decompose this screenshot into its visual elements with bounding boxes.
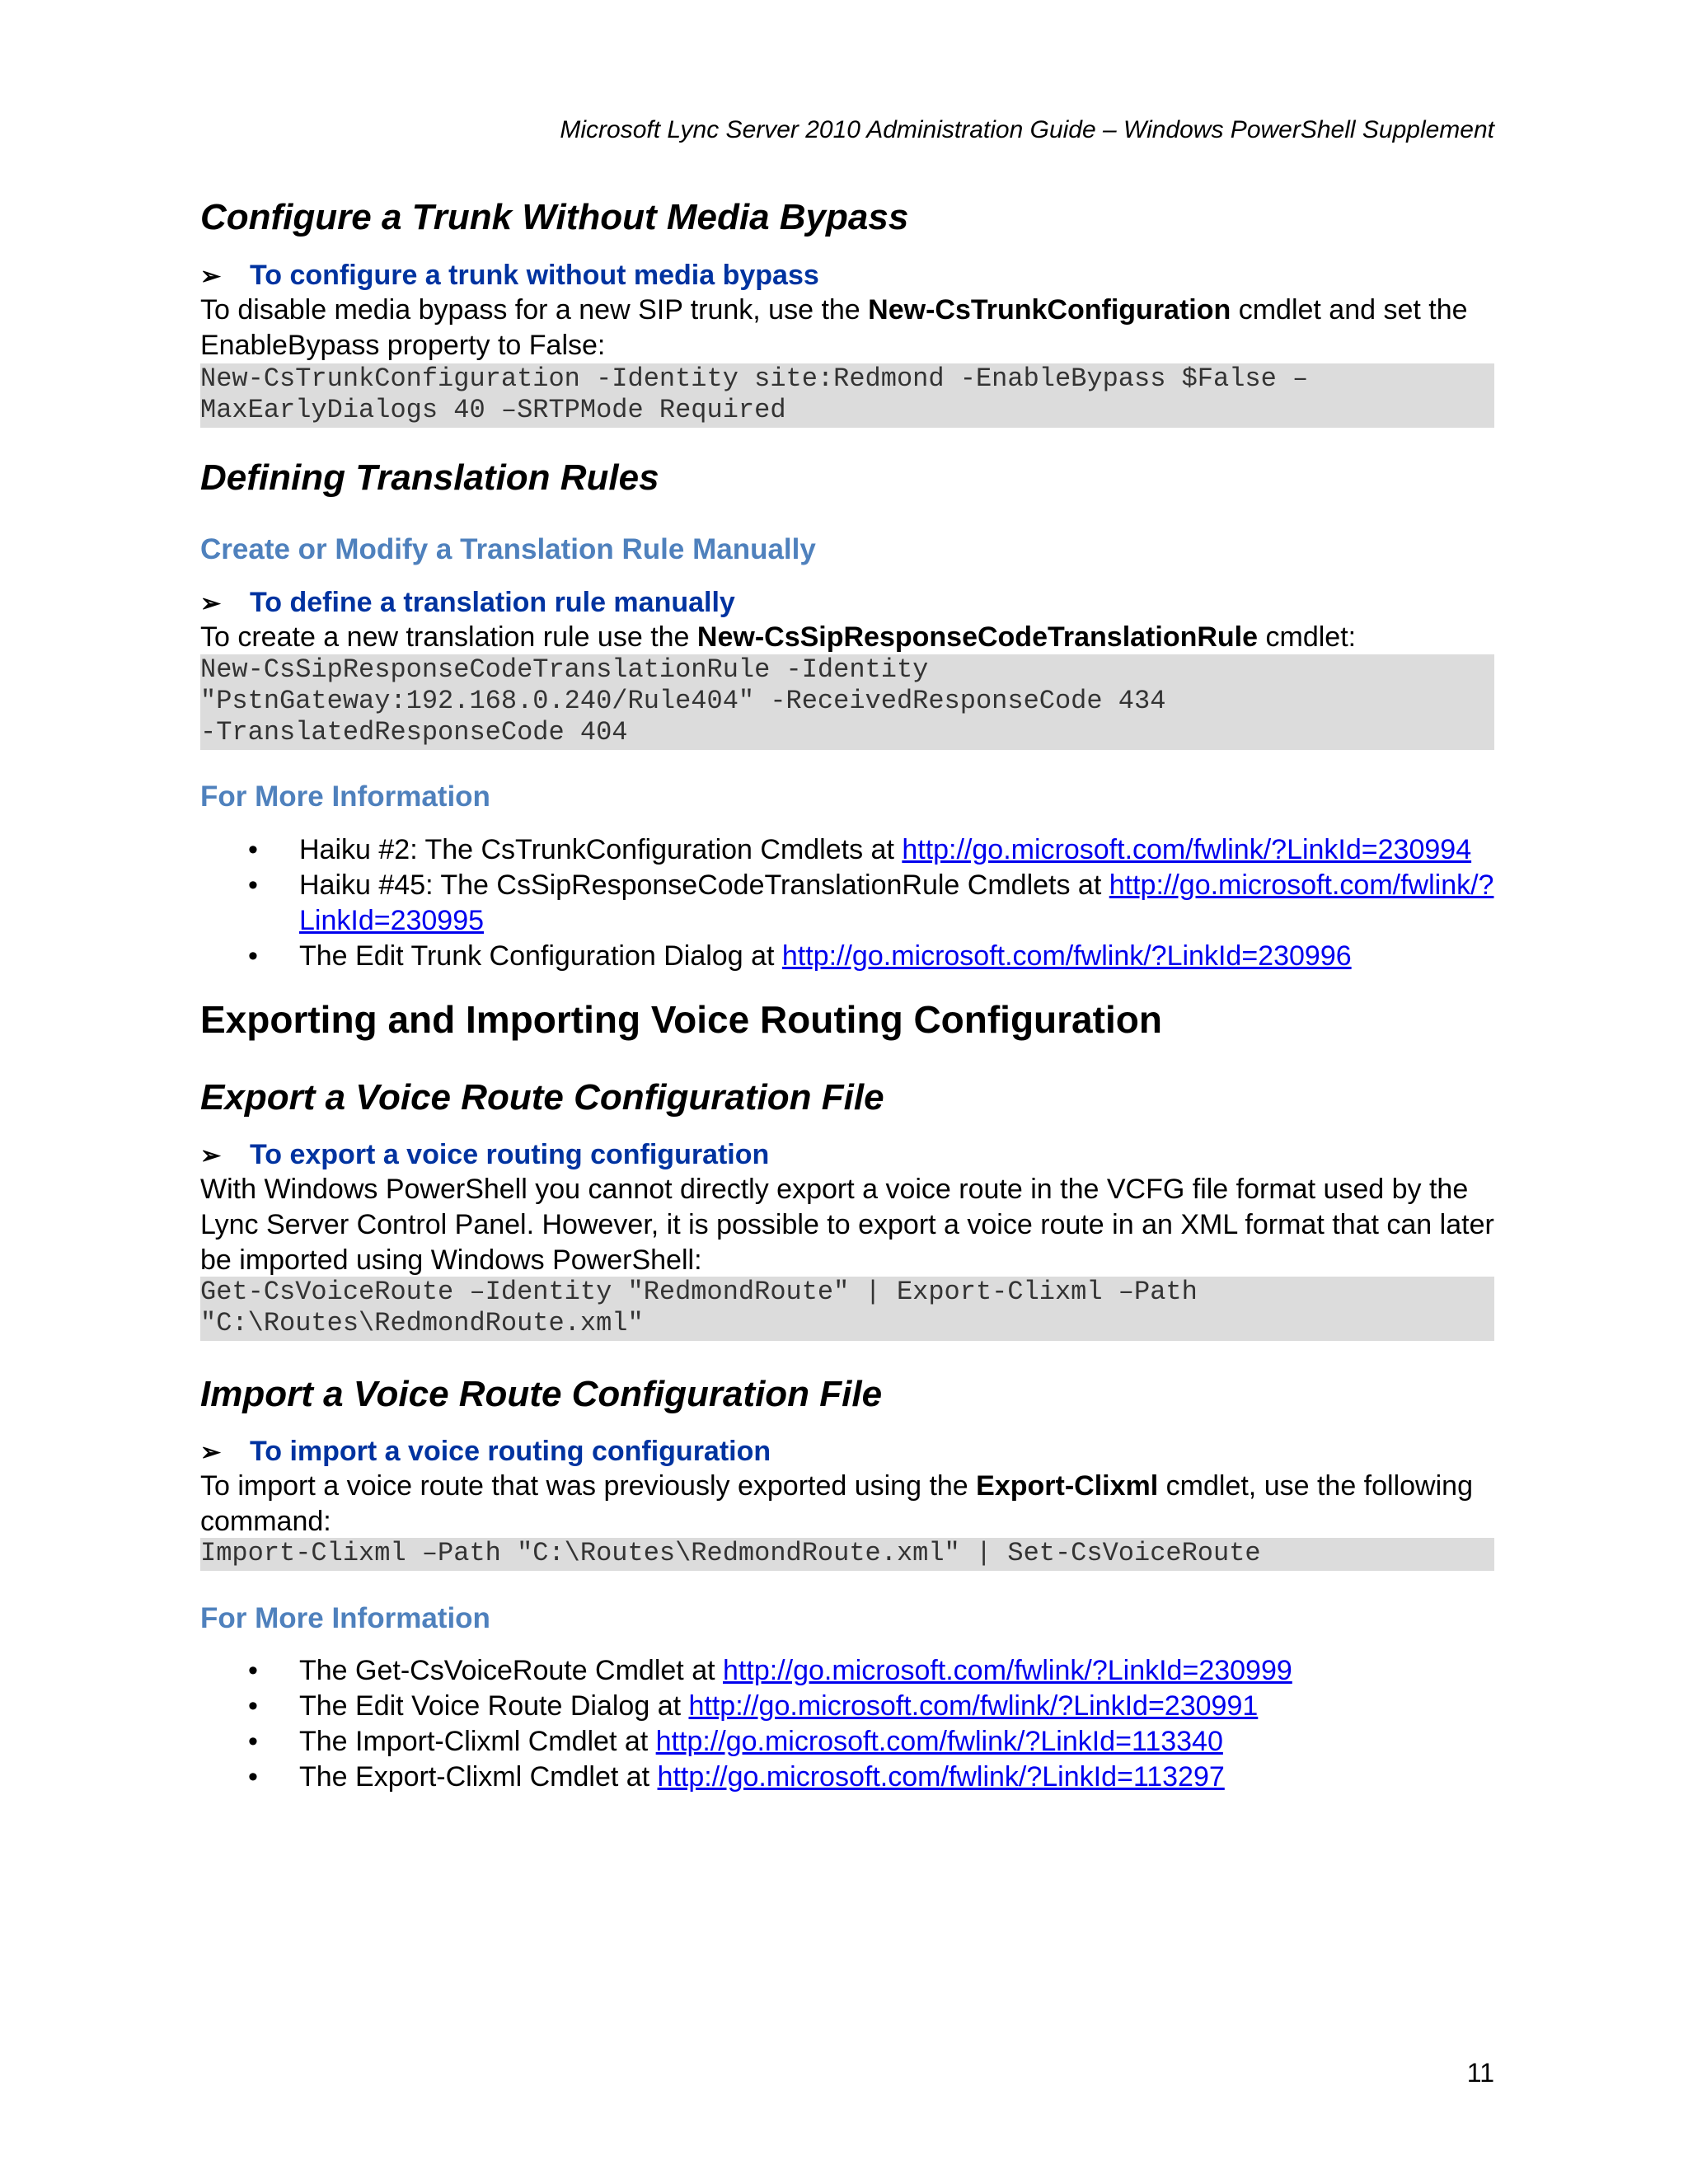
- bullet-icon: •: [248, 869, 258, 901]
- list-item: [200, 832, 1494, 868]
- link-113297[interactable]: http://go.microsoft.com/fwlink/?LinkId=113297: [657, 1761, 1225, 1793]
- code-line: Get-CsVoiceRoute –Identity "RedmondRoute" | Export-Clixml –Path: [200, 1277, 1198, 1307]
- procedure-label: To import a voice routing configuration: [250, 1436, 771, 1467]
- list-item: [200, 939, 1494, 974]
- list-item: [200, 1689, 1494, 1724]
- link-230991[interactable]: http://go.microsoft.com/fwlink/?LinkId=230991: [688, 1690, 1259, 1722]
- link-230996[interactable]: http://go.microsoft.com/fwlink/?LinkId=230996: [781, 940, 1352, 972]
- paragraph-trunk: [200, 293, 1494, 363]
- arrow-icon: ➢: [200, 263, 222, 290]
- list-item-text: The Edit Trunk Configuration Dialog at: [299, 940, 782, 972]
- subheading-more-info-2: For More Information: [200, 1602, 490, 1634]
- cmdlet-name: New-CsTrunkConfiguration: [868, 294, 1231, 326]
- bullet-icon: •: [248, 940, 258, 972]
- list-item-text: Haiku #2: The CsTrunkConfiguration Cmdlets at: [299, 834, 903, 865]
- subheading-more-info-1: For More Information: [200, 780, 490, 813]
- code-block-import: [200, 1538, 1494, 1571]
- link-230999[interactable]: http://go.microsoft.com/fwlink/?LinkId=230999: [723, 1655, 1292, 1686]
- bullet-icon: •: [248, 834, 258, 865]
- code-block-translation: [200, 654, 1494, 750]
- heading-import-file: Import a Voice Route Configuration File: [200, 1374, 883, 1414]
- list-item: [200, 868, 1494, 939]
- procedure-export: [200, 1137, 769, 1174]
- bullet-icon: •: [248, 1690, 258, 1722]
- heading-configure-trunk: Configure a Trunk Without Media Bypass: [200, 197, 909, 237]
- link-230994[interactable]: http://go.microsoft.com/fwlink/?LinkId=230994: [902, 834, 1472, 865]
- cmdlet-name: Export-Clixml: [976, 1470, 1159, 1502]
- paragraph-text: cmdlet and set the EnableBypass property to False:: [200, 294, 1468, 361]
- code-line: MaxEarlyDialogs 40 –SRTPMode Required: [200, 395, 786, 425]
- arrow-icon: ➢: [200, 1439, 222, 1466]
- procedure-label: To define a translation rule manually: [250, 587, 735, 618]
- procedure-translation-rule: [200, 585, 735, 621]
- code-block-export: [200, 1277, 1494, 1341]
- paragraph-text: To disable media bypass for a new SIP trunk, use the: [200, 294, 869, 326]
- list-item: [200, 1760, 1494, 1795]
- procedure-label: To configure a trunk without media bypass: [250, 260, 819, 291]
- code-line: New-CsTrunkConfiguration -Identity site:Redmond -EnableBypass $False –: [200, 363, 1309, 394]
- bullet-icon: •: [248, 1761, 258, 1793]
- arrow-icon: ➢: [200, 590, 222, 617]
- bullet-icon: •: [248, 1726, 258, 1757]
- arrow-icon: ➢: [200, 1142, 222, 1169]
- heading-export-file: Export a Voice Route Configuration File: [200, 1077, 884, 1118]
- procedure-configure-trunk: [200, 258, 819, 294]
- list-item-text: The Import-Clixml Cmdlet at: [299, 1726, 656, 1757]
- code-line: New-CsSipResponseCodeTranslationRule -Identity: [200, 654, 929, 685]
- code-block-trunk: [200, 363, 1494, 428]
- paragraph-translation: [200, 620, 1494, 655]
- heading-export-import: Exporting and Importing Voice Routing Configuration: [200, 998, 1162, 1041]
- paragraph-text: cmdlet, use the following command:: [200, 1470, 1473, 1537]
- code-line: Import-Clixml –Path "C:\Routes\RedmondRoute.xml" | Set-CsVoiceRoute: [200, 1538, 1261, 1568]
- link-113340[interactable]: http://go.microsoft.com/fwlink/?LinkId=113340: [655, 1726, 1223, 1757]
- paragraph-text: cmdlet:: [1258, 621, 1357, 653]
- list-item-text: The Edit Voice Route Dialog at: [299, 1690, 689, 1722]
- running-header: Microsoft Lync Server 2010 Administration Guide – Windows PowerShell Supplement: [560, 116, 1494, 143]
- paragraph-export: With Windows PowerShell you cannot directly export a voice route in the VCFG file format used by the Lync Server Control Panel. However, it is possible to export a voice route in an XML format that can later be imported using Windows PowerShell:: [200, 1174, 1494, 1276]
- list-item: [200, 1724, 1494, 1760]
- code-line: -TranslatedResponseCode 404: [200, 717, 628, 748]
- link-230995[interactable]: http://go.microsoft.com/fwlink/?LinkId=230995: [299, 869, 1494, 936]
- procedure-import: [200, 1434, 771, 1470]
- list-item-text: Haiku #45: The CsSipResponseCodeTranslationRule Cmdlets at: [299, 869, 1109, 901]
- paragraph-text: To create a new translation rule use the: [200, 621, 697, 653]
- list-item-text: The Export-Clixml Cmdlet at: [299, 1761, 658, 1793]
- list-item: [200, 1653, 1494, 1689]
- procedure-label: To export a voice routing configuration: [250, 1139, 770, 1170]
- cmdlet-name: New-CsSipResponseCodeTranslationRule: [696, 621, 1259, 653]
- paragraph-text: To import a voice route that was previously exported using the: [200, 1470, 977, 1502]
- code-line: "PstnGateway:192.168.0.240/Rule404" -ReceivedResponseCode 434: [200, 686, 1166, 716]
- paragraph-import: [200, 1469, 1494, 1540]
- code-line: "C:\Routes\RedmondRoute.xml": [200, 1308, 644, 1338]
- bullet-icon: •: [248, 1655, 258, 1686]
- page-number: 11: [1466, 2058, 1494, 2088]
- subheading-translation-manual: Create or Modify a Translation Rule Manually: [200, 533, 816, 565]
- more-info-list-1: [200, 832, 1494, 974]
- more-info-list-2: [200, 1653, 1494, 1795]
- heading-translation-rules: Defining Translation Rules: [200, 457, 659, 498]
- list-item-text: The Get-CsVoiceRoute Cmdlet at: [299, 1655, 724, 1686]
